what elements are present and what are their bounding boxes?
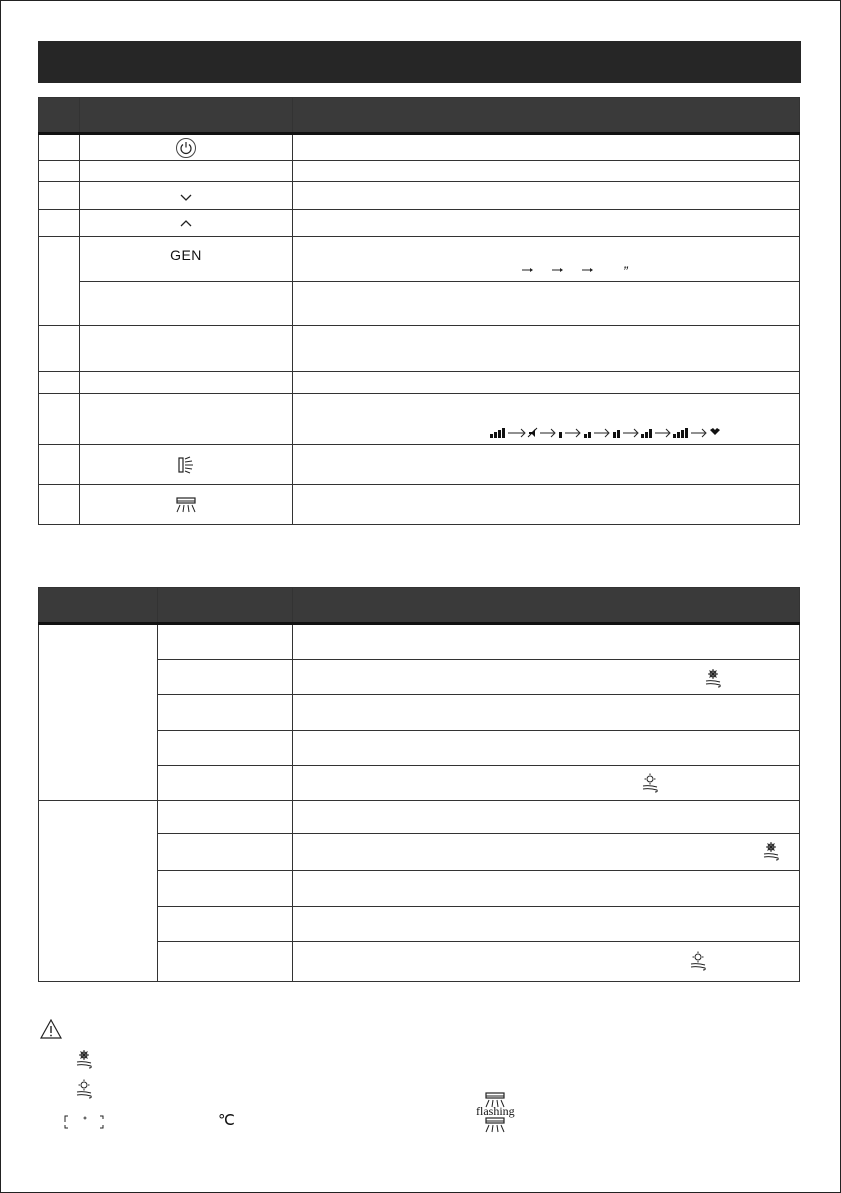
button-cell [80, 326, 293, 372]
mode-cell [158, 942, 293, 982]
function-cell [293, 161, 800, 182]
button-cell [80, 372, 293, 394]
table-row [39, 372, 800, 394]
modes-table [38, 587, 800, 982]
group-cell [39, 801, 158, 982]
mode-cell [158, 624, 293, 660]
swing-icon [174, 496, 198, 514]
table-row [39, 161, 800, 182]
table-row [39, 237, 800, 282]
title-bar [38, 41, 801, 83]
table-row [39, 624, 800, 660]
desc-cell [293, 907, 800, 942]
row-number [39, 210, 80, 237]
desc-cell [293, 660, 800, 695]
heat-wind-icon [72, 1079, 96, 1101]
function-cell [293, 485, 800, 525]
closing-quote: ” [623, 263, 628, 279]
table-row [39, 445, 800, 485]
desc-cell [293, 766, 800, 801]
notes-section [38, 1015, 801, 1145]
function-cell [293, 210, 800, 237]
table-header-row [39, 588, 800, 624]
button-cell [80, 485, 293, 525]
chevron-up-icon [179, 219, 193, 229]
buttons-table [38, 97, 800, 525]
button-cell [80, 394, 293, 445]
table-row [39, 282, 800, 326]
gen-button-label: GEN [170, 247, 202, 263]
header-cell-3 [293, 588, 800, 624]
group-cell [39, 624, 158, 801]
row-number [39, 394, 80, 445]
table-header-row [39, 98, 800, 134]
desc-cell [293, 624, 800, 660]
function-cell [293, 394, 800, 445]
desc-cell [293, 871, 800, 907]
table-row [39, 134, 800, 161]
row-number [39, 326, 80, 372]
header-cell-button [80, 98, 293, 134]
row-number [39, 182, 80, 210]
temperature-display-bracket-icon [64, 1113, 104, 1131]
flashing-label: flashing [476, 1104, 515, 1118]
mode-cell [158, 871, 293, 907]
button-cell [80, 134, 293, 161]
function-cell [293, 372, 800, 394]
mode-cell [158, 766, 293, 801]
row-number [39, 372, 80, 394]
row-number [39, 161, 80, 182]
function-cell [293, 445, 800, 485]
function-cell [293, 237, 800, 282]
desc-cell [293, 834, 800, 871]
header-cell-no [39, 98, 80, 134]
row-number [39, 134, 80, 161]
function-cell [293, 182, 800, 210]
row-number [39, 445, 80, 485]
row-number [39, 237, 80, 326]
mode-cell [158, 907, 293, 942]
desc-cell [293, 801, 800, 834]
button-cell [80, 210, 293, 237]
button-cell [80, 445, 293, 485]
button-cell [80, 182, 293, 210]
desc-cell [293, 731, 800, 766]
cool-wind-icon [72, 1049, 96, 1071]
mode-cell [158, 731, 293, 766]
header-cell-function [293, 98, 800, 134]
function-cell [293, 134, 800, 161]
function-cell [293, 282, 800, 326]
desc-cell [293, 942, 800, 982]
table-row [39, 326, 800, 372]
mode-cell [158, 695, 293, 731]
function-cell [293, 326, 800, 372]
power-icon [174, 137, 198, 159]
cool-wind-icon [759, 841, 783, 863]
table-row [39, 210, 800, 237]
header-cell-2 [158, 588, 293, 624]
button-cell [80, 161, 293, 182]
swing-icon [483, 1116, 507, 1134]
chevron-down-icon [179, 192, 193, 202]
mode-sequence-arrows [518, 263, 618, 277]
warning-icon [40, 1019, 62, 1039]
mode-cell [158, 660, 293, 695]
table-row [39, 182, 800, 210]
degree-celsius-symbol: ℃ [218, 1113, 235, 1129]
table-row [39, 485, 800, 525]
button-cell [80, 237, 293, 282]
table-row [39, 394, 800, 445]
mode-cell [158, 834, 293, 871]
light-icon [176, 455, 196, 475]
cool-wind-icon [701, 668, 725, 690]
header-cell-1 [39, 588, 158, 624]
heat-wind-icon [638, 773, 662, 795]
row-number [39, 485, 80, 525]
button-cell [80, 282, 293, 326]
table-row [39, 801, 800, 834]
desc-cell [293, 695, 800, 731]
heat-wind-icon [686, 951, 710, 973]
mode-cell [158, 801, 293, 834]
fan-speed-sequence-icon [488, 424, 738, 440]
